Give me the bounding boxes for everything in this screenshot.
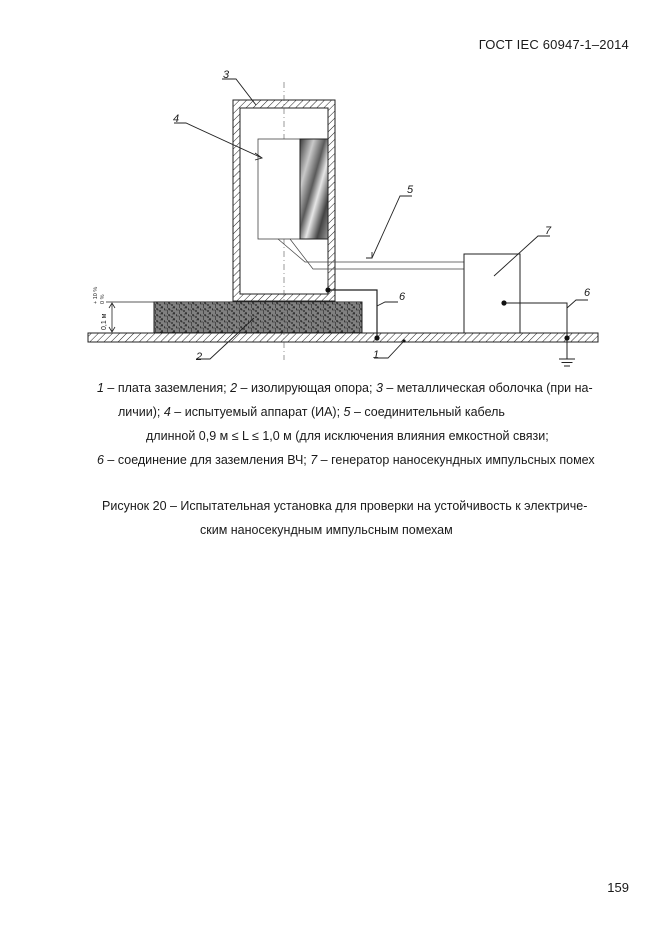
legend-line-2: [118, 400, 505, 424]
leader-6b: [567, 300, 588, 308]
legend-line-4: [97, 448, 595, 472]
ground-plane: [88, 333, 598, 342]
ground-point-right: [564, 335, 569, 340]
leader-5-arrow: [366, 252, 372, 258]
height-dimension: [106, 302, 154, 332]
legend-number: 5: [343, 405, 351, 419]
equipment-under-test: [258, 139, 328, 239]
leader-6a: [377, 302, 398, 306]
callout-7: 7: [545, 225, 552, 237]
ground-point-left: [325, 287, 330, 292]
legend-number: 6: [97, 453, 104, 467]
callout-6-right: 6: [584, 287, 591, 299]
legend-number: 3: [375, 381, 383, 395]
legend-text: – соединительный кабель: [350, 405, 505, 419]
callout-6-left: 6: [399, 291, 406, 303]
legend-text: личии);: [118, 405, 164, 419]
legend-text: – испытуемый аппарат (ИА);: [170, 405, 344, 419]
legend-number: 4: [163, 405, 171, 419]
legend-text: – соединение для заземления ВЧ;: [103, 453, 311, 467]
leader-1-dot: [402, 339, 405, 342]
callout-3: 3: [223, 69, 230, 81]
generator-output-point: [501, 300, 506, 305]
callout-2: 2: [196, 351, 203, 363]
pulse-generator: [464, 254, 520, 333]
height-label: 0,1 м: [101, 313, 108, 330]
callout-5: 5: [407, 184, 414, 196]
standard-code: ГОСТ IEC 60947-1–2014: [478, 37, 629, 52]
caption-line-2: ским наносекундным импульсным помехам: [200, 523, 453, 537]
legend-line-3: [146, 424, 549, 448]
test-setup-diagram: [0, 0, 661, 380]
callout-4: 4: [173, 113, 180, 125]
legend-number: 2: [230, 381, 238, 395]
legend-text: длинной 0,9 м ≤ L ≤ 1,0 м (для исключения влияния емкостной связи;: [146, 429, 549, 443]
callout-1: 1: [373, 349, 380, 361]
page-number: 159: [607, 880, 629, 895]
ground-point-plate: [374, 335, 379, 340]
caption-line-1: Рисунок 20 – Испытательная установка для проверки на устойчивость к электриче-: [102, 499, 588, 513]
tolerance-plus: + 10 %: [93, 286, 99, 304]
tolerance-minus: 0 %: [100, 294, 106, 304]
legend-text: – генератор наносекундных импульсных помех: [317, 453, 595, 467]
legend-number: 1: [97, 381, 104, 395]
leader-5: [372, 196, 412, 258]
legend-text: – плата заземления;: [103, 381, 231, 395]
legend-line-1: [97, 376, 593, 400]
legend-text: – металлическая оболочка (при на-: [382, 381, 593, 395]
legend-number: 7: [310, 453, 318, 467]
legend-text: – изолирующая опора;: [237, 381, 376, 395]
insulating-support: [154, 302, 362, 333]
